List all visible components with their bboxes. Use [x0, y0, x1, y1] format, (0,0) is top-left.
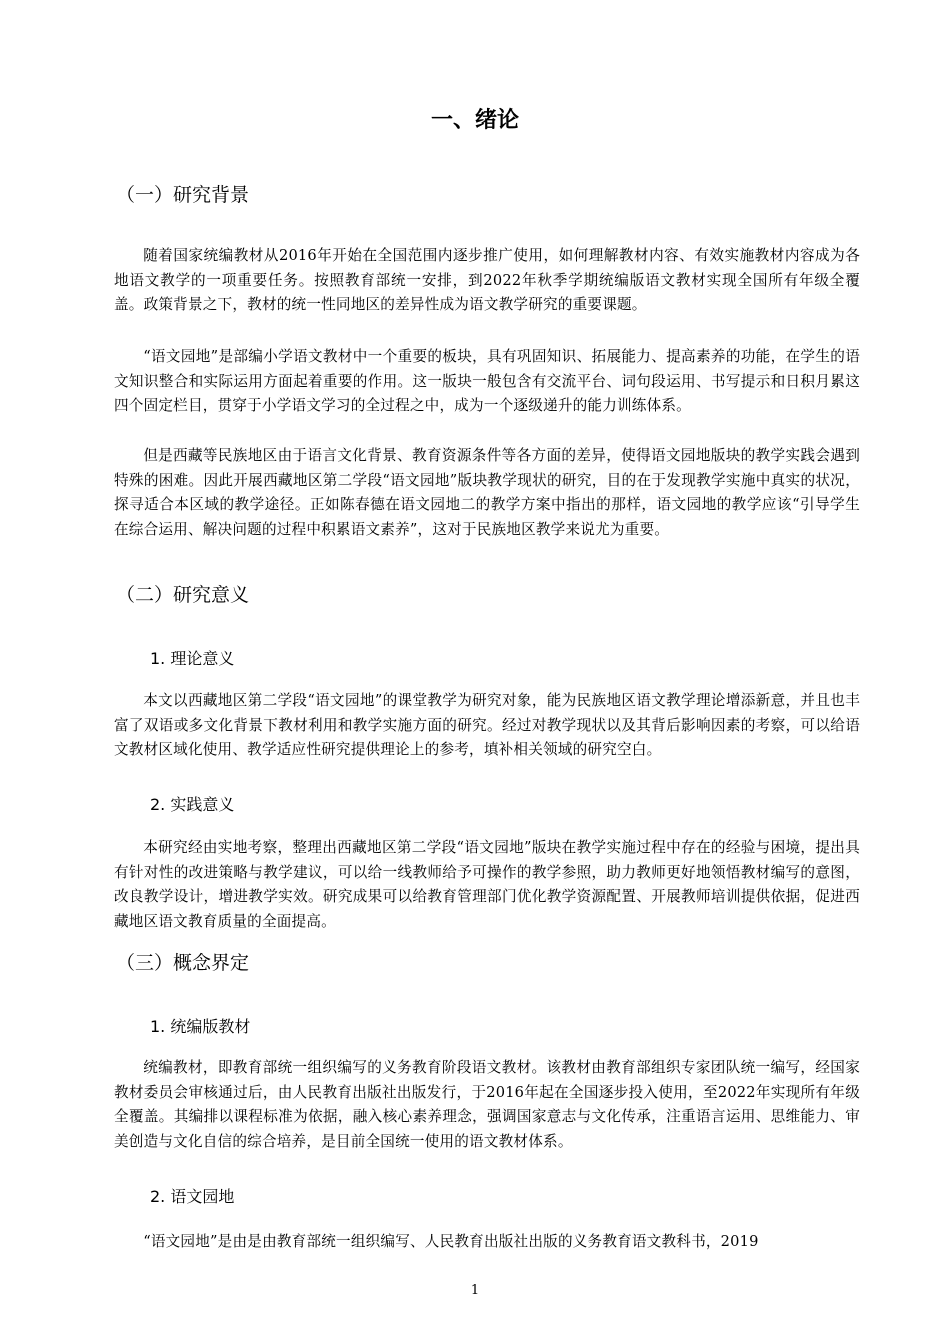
page-number: 1: [470, 1283, 480, 1298]
subheading-textbook: 1. 统编版教材: [150, 1017, 251, 1036]
chapter-title: 一、绪论: [430, 108, 519, 133]
paragraph-practice: 本研究经由实地考察，整理出西藏地区第二学段“语文园地”版块在教学实施过程中存在的经验与困境，提出具有针对性的改进策略与教学建议，可以给一线教师给予可操作的教学参照，助力教师更好地领悟教材编写的意图，改良教学设计，增进教学实效。研究成果可以给教育管理部门优化教学资源配置、开展教师培训提供依据，促进西藏地区语文教育质量的全面提高。: [114, 839, 860, 930]
section-heading-significance: （二）研究意义: [116, 584, 250, 606]
section-heading-concepts: （三）概念界定: [116, 952, 250, 974]
paragraph-background-2: “语文园地”是部编小学语文教材中一个重要的板块，具有巩固知识、拓展能力、提高素养的功能，在学生的语文知识整合和实际运用方面起着重要的作用。这一版块一般包含有交流平台、词句段运用、书写提示和日积月累这四个固定栏目，贯穿于小学语文学习的全过程之中，成为一个逐级递升的能力训练体系。: [114, 348, 860, 415]
paragraph-background-3: 但是西藏等民族地区由于语言文化背景、教育资源条件等各方面的差异，使得语文园地版块的教学实践会遇到特殊的困难。因此开展西藏地区第二学段“语文园地”版块教学现状的研究，目的在于发现教学实施中真实的状况，探寻适合本区域的教学途径。正如陈春德在语文园地二的教学方案中指出的那样，语文园地的教学应该“引导学生在综合运用、解决问题的过程中积累语文素养”，这对于民族地区教学来说尤为重要。: [114, 447, 860, 538]
paragraph-background-1: 随着国家统编教材从2016年开始在全国范围内逐步推广使用，如何理解教材内容、有效实施教材内容成为各地语文教学的一项重要任务。按照教育部统一安排，到2022年秋季学期统编版语文教材实现全国所有年级全覆盖。政策背景之下，教材的统一性同地区的差异性成为语文教学研究的重要课题。: [114, 247, 860, 314]
section-heading-background: （一）研究背景: [116, 184, 250, 206]
subheading-garden: 2. 语文园地: [150, 1187, 235, 1206]
paragraph-garden: “语文园地”是由是由教育部统一组织编写、人民教育出版社出版的义务教育语文教科书，2019: [143, 1233, 759, 1250]
paragraph-textbook: 统编教材，即教育部统一组织编写的义务教育阶段语文教材。该教材由教育部组织专家团队统一编写，经国家教材委员会审核通过后，由人民教育出版社出版发行，于2016年起在全国逐步投入使用，至2022年实现所有年级全覆盖。其编排以课程标准为依据，融入核心素养理念，强调国家意志与文化传承，注重语言运用、思维能力、审美创造与文化自信的综合培养，是目前全国统一使用的语文教材体系。: [114, 1059, 860, 1150]
subheading-theory: 1. 理论意义: [150, 649, 235, 668]
subheading-practice: 2. 实践意义: [150, 795, 235, 814]
paragraph-theory: 本文以西藏地区第二学段“语文园地”的课堂教学为研究对象，能为民族地区语文教学理论增添新意，并且也丰富了双语或多文化背景下教材利用和教学实施方面的研究。经过对教学现状以及其背后影响因素的考察，可以给语文教材区域化使用、教学适应性研究提供理论上的参考，填补相关领域的研究空白。: [114, 692, 860, 759]
